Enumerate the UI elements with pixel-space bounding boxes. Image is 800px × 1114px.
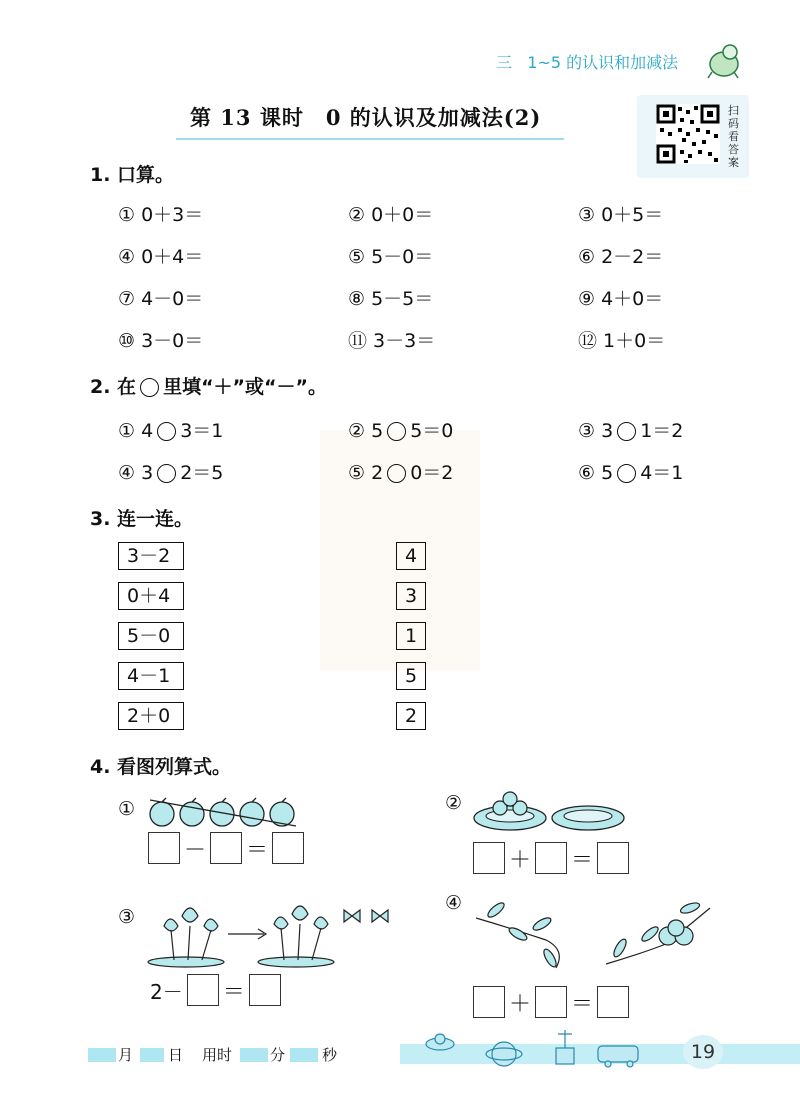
footer-decoration-icon (418, 1022, 688, 1072)
match-left-box[interactable]: 0＋4 (118, 582, 184, 610)
fill-sign-item: ④ 3 2＝5 (118, 462, 224, 484)
answer-box[interactable] (535, 986, 567, 1018)
calc-item: ⑨ 4＋0＝ (578, 288, 664, 310)
calc-item: ② 0＋0＝ (348, 204, 434, 226)
calc-item: ⑦ 4－0＝ (118, 288, 204, 310)
footer-fill (240, 1048, 268, 1062)
chapter-number: 三 (496, 53, 513, 72)
answer-box[interactable] (473, 986, 505, 1018)
match-right-box[interactable]: 5 (396, 662, 426, 690)
calc-item: ⑩ 3－0＝ (118, 330, 204, 352)
chapter-title: 1~5 的认识和加减法 (527, 53, 679, 72)
answer-box[interactable] (535, 842, 567, 874)
fill-sign-item: ③ 3 1＝2 (578, 420, 684, 442)
chapter-header (496, 50, 678, 73)
picture2-label: ② (445, 792, 463, 814)
fill-sign-item: ① 4 3＝1 (118, 420, 224, 442)
calc-item: ⑤ 5－0＝ (348, 246, 434, 268)
section1-title: 1. 口算。 (90, 164, 175, 186)
equation-1: － ＝ (148, 832, 304, 864)
page-number: 19 (683, 1035, 723, 1069)
calc-item: ③ 0＋5＝ (578, 204, 664, 226)
answer-box[interactable] (249, 974, 281, 1006)
peach-branches-icon (470, 888, 714, 974)
flowers-butterflies-icon (146, 896, 396, 968)
calc-item: ⑧ 5－5＝ (348, 288, 434, 310)
section3-title: 3. 连一连。 (90, 508, 194, 530)
answer-box[interactable] (272, 832, 304, 864)
sign-blank[interactable] (617, 422, 636, 441)
match-left-box[interactable]: 3－2 (118, 542, 184, 570)
section2-title (90, 372, 327, 399)
answer-box[interactable] (597, 986, 629, 1018)
plates-with-apples-icon (472, 790, 628, 834)
sign-blank[interactable] (157, 464, 176, 483)
answer-box[interactable] (473, 842, 505, 874)
footer-day: 日 (168, 1046, 184, 1064)
sign-blank[interactable] (157, 422, 176, 441)
calc-item: ④ 0＋4＝ (118, 246, 204, 268)
mascot-icon (704, 40, 746, 80)
footer-second: 秒 (322, 1046, 338, 1064)
title-underline (176, 138, 564, 140)
sign-blank[interactable] (617, 464, 636, 483)
picture3-label: ③ (118, 906, 136, 928)
fill-sign-item: ② 5 5＝0 (348, 420, 454, 442)
fill-sign-item: ⑤ 2 0＝2 (348, 462, 454, 484)
section2-title-post: 里填“＋”或“－”。 (163, 376, 328, 398)
calc-item: ① 0＋3＝ (118, 204, 204, 226)
section2-title-pre: 2. 在 (90, 376, 137, 398)
footer-minute: 分 (270, 1046, 286, 1064)
footer-month: 月 (118, 1046, 134, 1064)
sign-blank[interactable] (387, 464, 406, 483)
calc-item: ⑫ 1＋0＝ (578, 330, 666, 352)
picture4-label: ④ (445, 892, 463, 914)
match-right-box[interactable]: 4 (396, 542, 426, 570)
answer-box[interactable] (210, 832, 242, 864)
picture1-label: ① (118, 798, 136, 820)
calc-item: ⑥ 2－2＝ (578, 246, 664, 268)
footer-time-used: 用时 (202, 1046, 233, 1064)
equation-4: ＋ ＝ (473, 986, 629, 1018)
match-left-box[interactable]: 5－0 (118, 622, 184, 650)
lesson-title: 第 13 课时 0 的认识及加减法(2) (190, 105, 542, 130)
fill-sign-item: ⑥ 5 4＝1 (578, 462, 684, 484)
footer-fill (140, 1048, 164, 1062)
qr-label: 扫码看答案 (728, 104, 739, 169)
match-right-box[interactable]: 3 (396, 582, 426, 610)
equation-2: ＋ ＝ (473, 842, 629, 874)
match-left-box[interactable]: 2＋0 (118, 702, 184, 730)
match-left-box[interactable]: 4－1 (118, 662, 184, 690)
match-right-box[interactable]: 1 (396, 622, 426, 650)
footer-fill (290, 1048, 318, 1062)
section4-title: 4. 看图列算式。 (90, 756, 232, 778)
calc-item: ⑪ 3－3＝ (348, 330, 436, 352)
footer-fill (88, 1048, 116, 1062)
answer-box[interactable] (148, 832, 180, 864)
equation-3: 2－ ＝ (146, 974, 281, 1006)
qr-code-icon[interactable] (656, 104, 720, 164)
match-right-box[interactable]: 2 (396, 702, 426, 730)
crossed-apples-icon (146, 796, 302, 828)
circle-blank-icon (140, 378, 159, 397)
sign-blank[interactable] (387, 422, 406, 441)
answer-box[interactable] (187, 974, 219, 1006)
answer-box[interactable] (597, 842, 629, 874)
